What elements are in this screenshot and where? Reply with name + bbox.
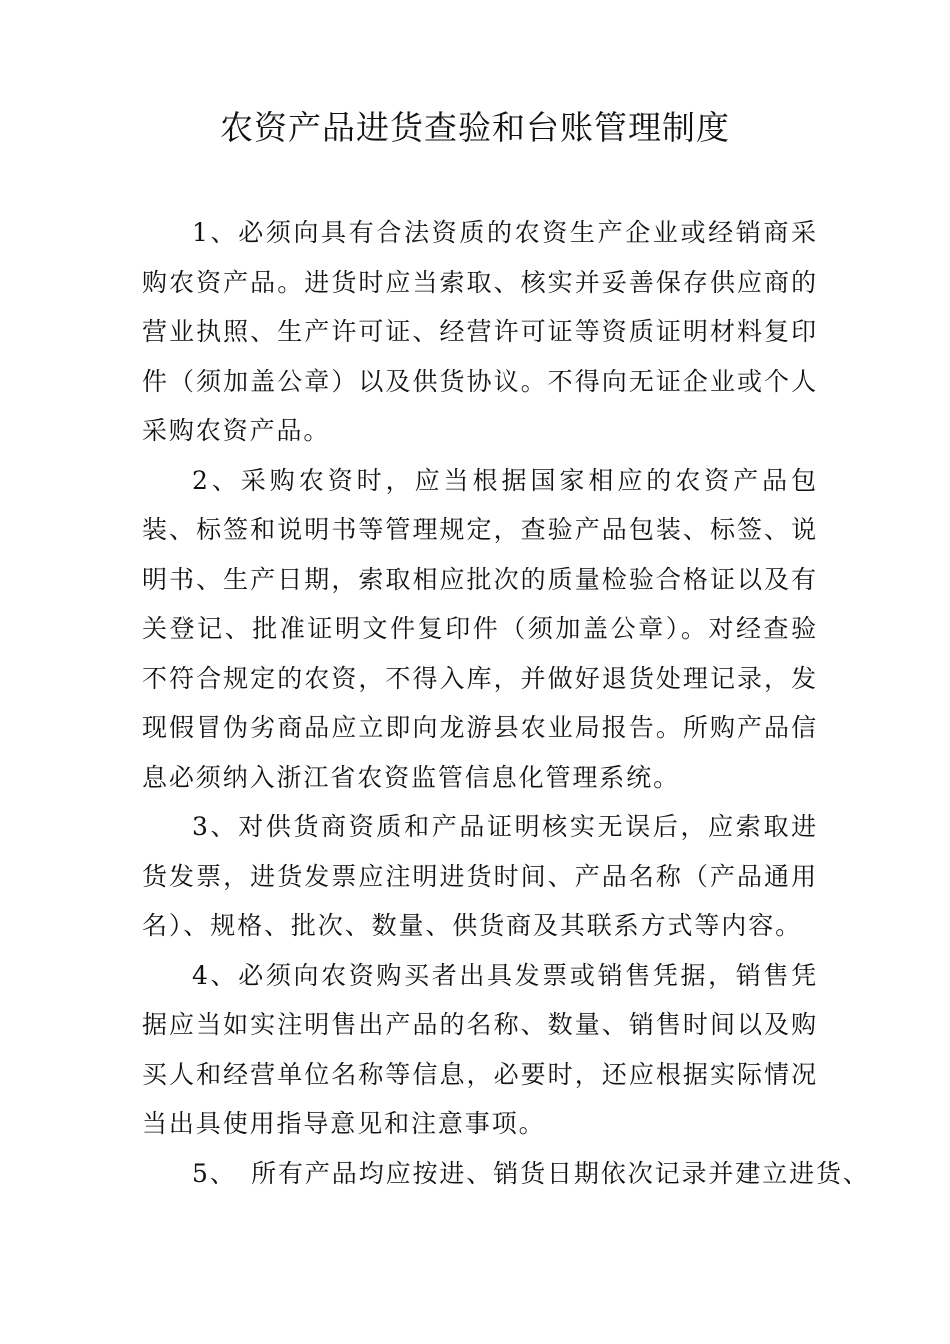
- paragraph-5: 5、 所有产品均应按进、销货日期依次记录并建立进货、: [192, 1158, 870, 1188]
- document-title: 农资产品进货查验和台账管理制度: [220, 108, 730, 147]
- paragraph-1: 1、必须向具有合法资质的农资生产企业或经销商采购农资产品。进货时应当索取、核实并妥善保存供应商的营业执照、生产许可证、经营许可证等资质证明材料复印件（须加盖公章）以及供货协议。不得向无证企业或个人采购农资产品。: [142, 218, 818, 445]
- document-body: [142, 208, 870, 1198]
- paragraph-3: 3、对供货商资质和产品证明核实无误后，应索取进货发票，进货发票应注明进货时间、产品名称（产品通用名）、规格、批次、数量、供货商及其联系方式等内容。: [142, 812, 818, 940]
- paragraph-2: 2、采购农资时，应当根据国家相应的农资产品包装、标签和说明书等管理规定，查验产品包装、标签、说明书、生产日期，索取相应批次的质量检验合格证以及有关登记、批准证明文件复印件（须加盖公章）。对经查验不符合规定的农资，不得入库，并做好退货处理记录，发现假冒伪劣商品应立即向龙游县农业局报告。所购产品信息必须纳入浙江省农资监管信息化管理系统。: [142, 465, 818, 792]
- paragraph-4: 4、必须向农资购买者出具发票或销售凭据，销售凭据应当如实注明售出产品的名称、数量、销售时间以及购买人和经营单位名称等信息，必要时，还应根据实际情况当出具使用指导意见和注意事项。: [142, 960, 818, 1138]
